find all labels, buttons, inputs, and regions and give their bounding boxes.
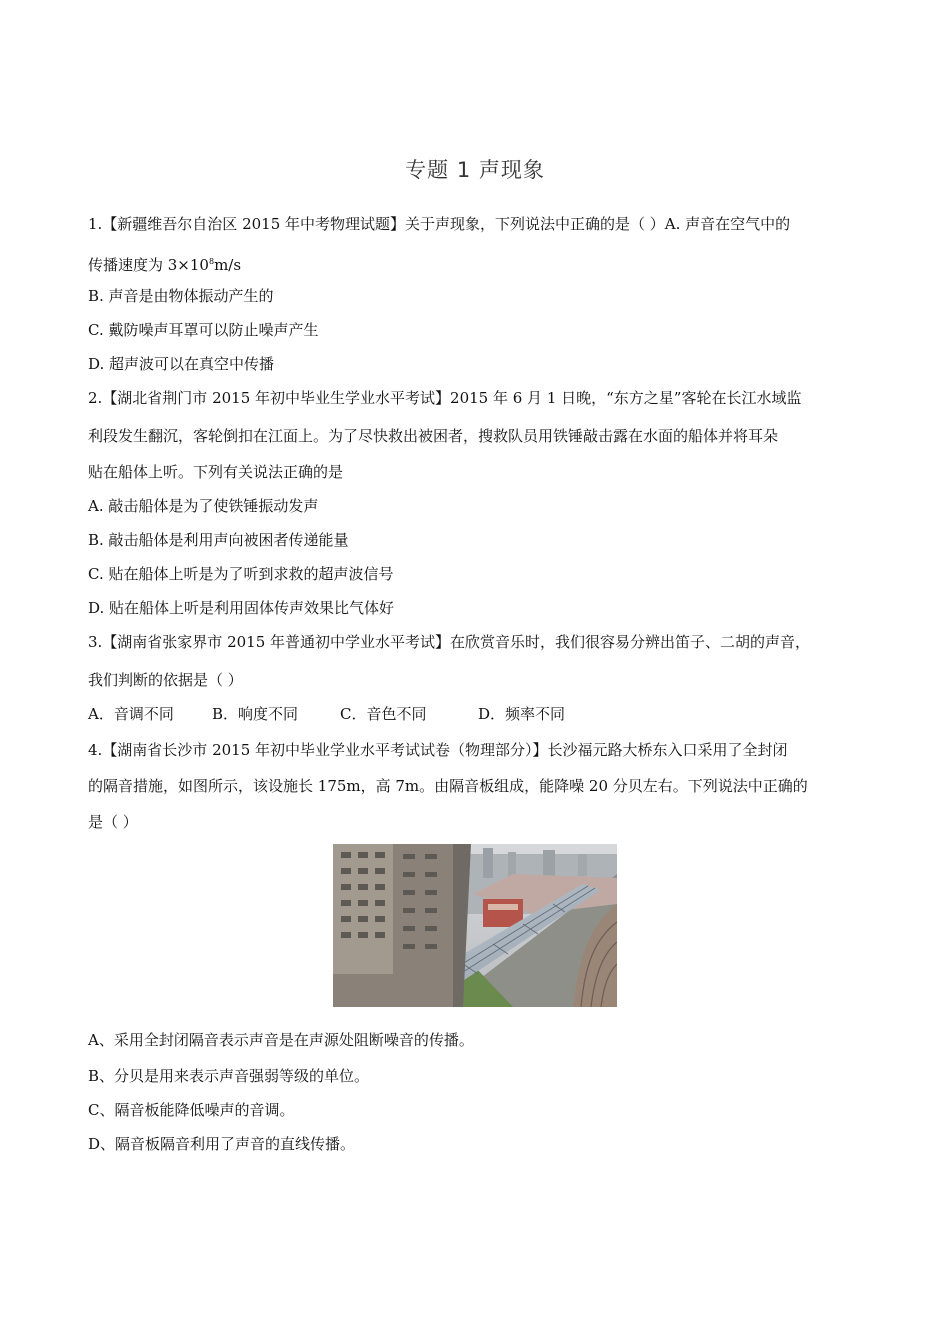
q2-option-a: A. 敲击船体是为了使铁锤振动发声 <box>88 497 319 515</box>
q4-option-d: D、隔音板隔音利用了声音的直线传播。 <box>88 1135 356 1153</box>
q3-options-row <box>88 704 565 724</box>
q4-stem-line-3: 是（ ） <box>88 813 138 831</box>
q4-stem-line-1: 4.【湖南省长沙市 2015 年初中毕业学业水平考试试卷（物理部分）】长沙福元路大桥东入口采用了全封闭 <box>88 741 788 759</box>
q1-option-d: D. 超声波可以在真空中传播 <box>88 355 275 373</box>
noise-barrier-photo <box>333 844 617 1007</box>
q1-exponent: 8 <box>208 257 215 266</box>
q2-option-d: D. 贴在船体上听是利用固体传声效果比气体好 <box>88 599 395 617</box>
q2-stem-line-2: 利段发生翻沉，客轮倒扣在江面上。为了尽快救出被困者，搜救队员用铁锤敲击露在水面的船体并将耳朵 <box>88 427 779 445</box>
q1-option-b: B. 声音是由物体振动产生的 <box>88 287 274 305</box>
q3-option-c: C．音色不同 <box>340 705 427 723</box>
q4-option-b: B、分贝是用来表示声音强弱等级的单位。 <box>88 1067 370 1085</box>
q3-option-a: A．音调不同 <box>88 705 174 723</box>
q1-stem-line-2 <box>88 252 241 275</box>
q2-option-c: C. 贴在船体上听是为了听到求救的超声波信号 <box>88 565 394 583</box>
q4-option-c: C、隔音板能降低噪声的音调。 <box>88 1101 295 1119</box>
q1-stem-line-1: 1.【新疆维吾尔自治区 2015 年中考物理试题】关于声现象，下列说法中正确的是（ ）A. 声音在空气中的 <box>88 215 791 233</box>
q3-stem-line-1: 3.【湖南省张家界市 2015 年普通初中学业水平考试】在欣赏音乐时，我们很容易分辨出笛子、二胡的声音， <box>88 633 811 651</box>
q2-stem-line-1: 2.【湖北省荆门市 2015 年初中毕业生学业水平考试】2015 年 6 月 1 日晚，“东方之星”客轮在长江水域监 <box>88 389 802 407</box>
q3-option-d: D．频率不同 <box>478 705 566 723</box>
page-title: 专题 1 声现象 <box>405 158 545 182</box>
q3-option-b: B．响度不同 <box>212 705 299 723</box>
q4-stem-line-2: 的隔音措施，如图所示，该设施长 175m，高 7m。由隔音板组成，能降噪 20 分贝左右。下列说法中正确的 <box>88 777 808 795</box>
q1-option-c: C. 戴防噪声耳罩可以防止噪声产生 <box>88 321 319 339</box>
q2-option-b: B. 敲击船体是利用声向被困者传递能量 <box>88 531 349 549</box>
q2-stem-line-3: 贴在船体上听。下列有关说法正确的是 <box>88 463 344 481</box>
q1-stem-text: 传播速度为 3×10 <box>88 256 209 274</box>
q1-unit: m/s <box>214 256 242 274</box>
q4-option-a: A、采用全封闭隔音表示声音是在声源处阻断噪音的传播。 <box>88 1031 474 1049</box>
q3-stem-line-2: 我们判断的依据是（ ） <box>88 671 243 689</box>
